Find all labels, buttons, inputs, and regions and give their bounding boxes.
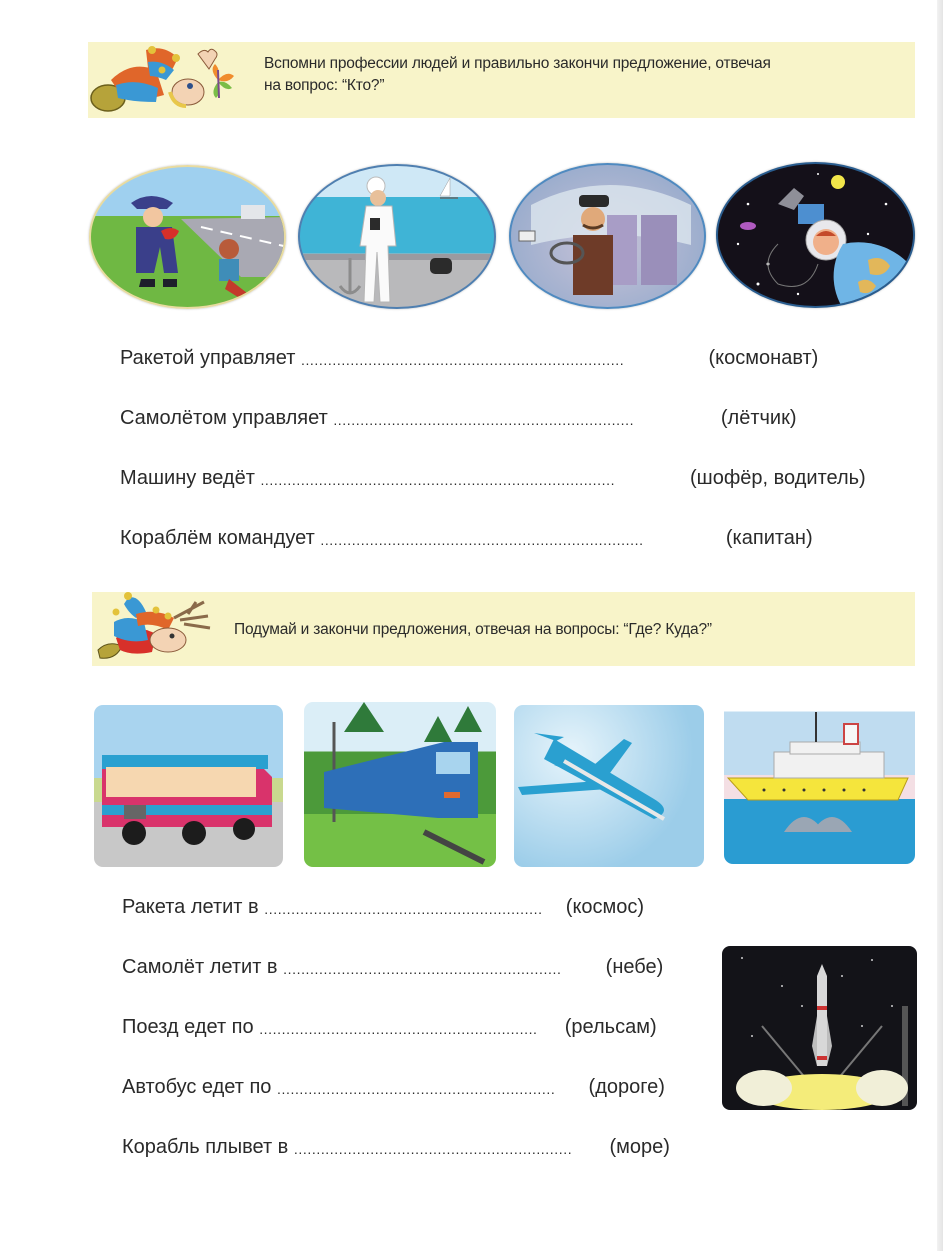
answer-blank[interactable]: ..............................................................: [276, 1081, 556, 1097]
instruction-line-2: на вопрос: “Кто?”: [264, 77, 385, 94]
captain-at-sea-picture: [298, 164, 496, 309]
answer-blank[interactable]: ........................................................................: [300, 352, 625, 368]
instruction-banner-2: [92, 592, 915, 666]
sentence-lead: Ракетой управляет: [120, 347, 296, 369]
profession-sentence-3: [120, 466, 866, 490]
profession-sentence-4: [120, 526, 813, 550]
location-sentence-5: [122, 1135, 670, 1159]
instruction-text-1: [264, 53, 914, 97]
driver-in-car-picture: [509, 163, 706, 309]
sentence-lead: Самолёт летит в: [122, 956, 278, 978]
profession-sentence-2: [120, 406, 797, 430]
sentence-answer-hint: (космонавт): [708, 347, 819, 369]
jester-with-branches-icon: [88, 588, 213, 668]
sentence-answer-hint: (дороге): [588, 1076, 665, 1098]
answer-blank[interactable]: ..............................................................: [283, 961, 562, 977]
airplane-picture: [514, 705, 704, 867]
rocket-launch-picture: [722, 946, 917, 1110]
sentence-lead: Автобус едет по: [122, 1076, 272, 1098]
jester-with-butterfly-icon: [86, 40, 246, 118]
sentence-answer-hint: (рельсам): [564, 1016, 657, 1038]
sentence-lead: Ракета летит в: [122, 896, 259, 918]
sentence-lead: Поезд едет по: [122, 1016, 254, 1038]
sentence-answer-hint: (шофёр, водитель): [690, 467, 866, 489]
profession-sentence-1: [120, 346, 818, 370]
sentence-lead: Машину ведёт: [120, 467, 255, 489]
answer-blank[interactable]: ...................................................................: [333, 412, 635, 428]
sentence-lead: Самолётом управляет: [120, 407, 328, 429]
sentence-lead: Корабль плывет в: [122, 1136, 289, 1158]
answer-blank[interactable]: ..............................................................: [264, 901, 543, 917]
bus-picture: [94, 705, 283, 867]
answer-blank[interactable]: ........................................................................: [320, 532, 644, 548]
sentence-answer-hint: (море): [609, 1136, 670, 1158]
location-sentence-3: [122, 1015, 657, 1039]
page-edge: [937, 0, 943, 1251]
instruction-text-2: Подумай и закончи предложения, отвечая на вопросы: “Где? Куда?”: [234, 621, 712, 638]
location-sentence-2: [122, 955, 663, 979]
answer-blank[interactable]: ..............................................................: [293, 1141, 573, 1157]
sentence-answer-hint: (небе): [605, 956, 664, 978]
sentence-answer-hint: (лётчик): [720, 407, 797, 429]
sentence-answer-hint: (космос): [565, 896, 645, 918]
instruction-line-1: Вспомни профессии людей и правильно закончи предложение, отвечая: [264, 55, 771, 72]
answer-blank[interactable]: ..............................................................: [259, 1021, 538, 1037]
sentence-answer-hint: (капитан): [725, 527, 813, 549]
pilot-with-child-picture: [89, 165, 286, 309]
location-sentence-4: [122, 1075, 665, 1099]
cosmonaut-in-space-picture: [716, 162, 915, 308]
ship-picture: [724, 702, 915, 864]
answer-blank[interactable]: ...............................................................................: [260, 472, 616, 488]
train-picture: [304, 702, 496, 867]
sentence-lead: Кораблём командует: [120, 527, 315, 549]
location-sentence-1: [122, 895, 644, 919]
